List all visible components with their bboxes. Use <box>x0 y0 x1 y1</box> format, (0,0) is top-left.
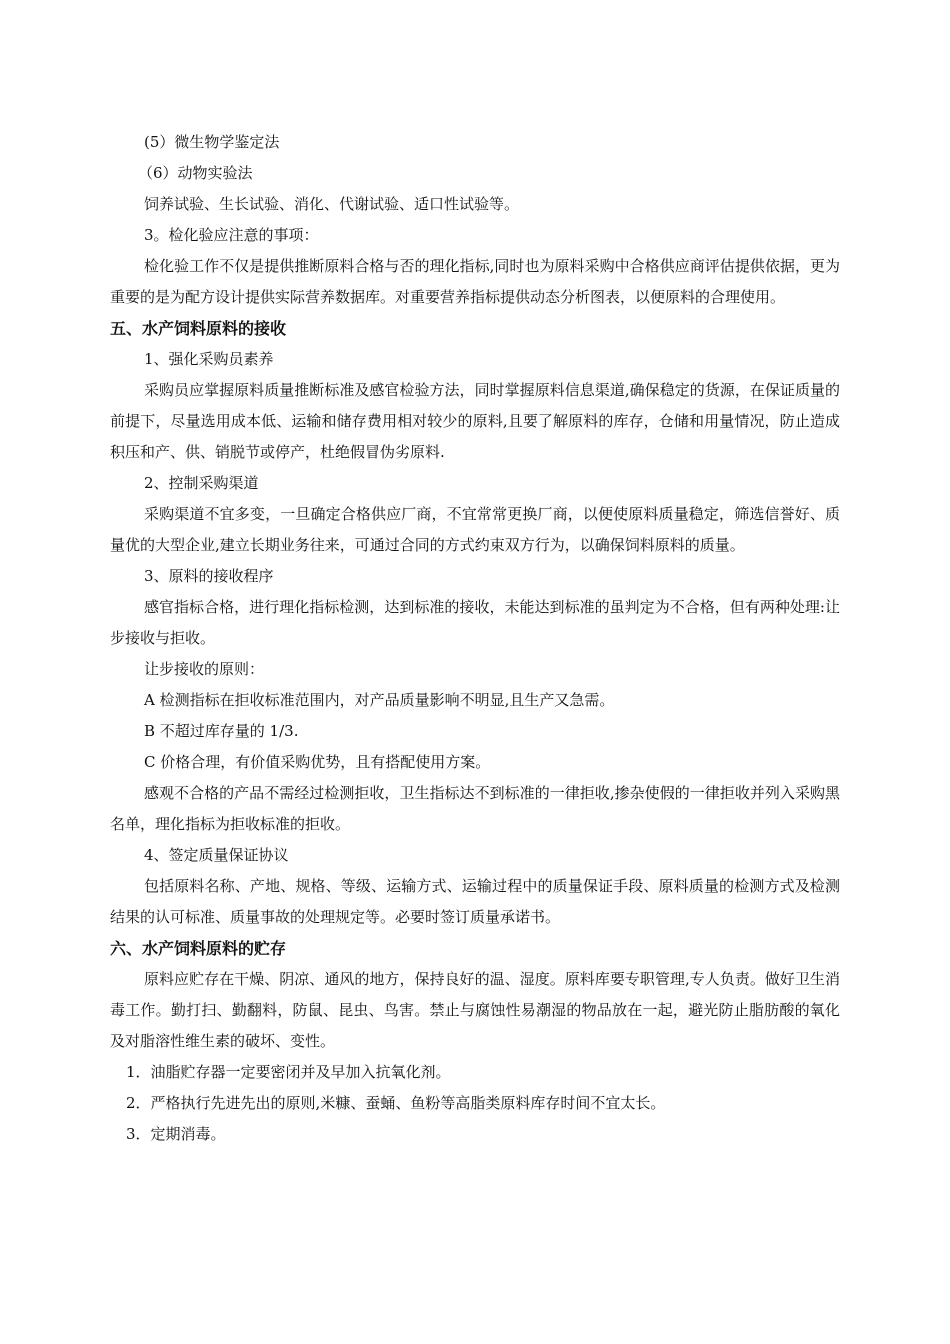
quality-agreement-paragraph: 包括原料名称、产地、规格、等级、运输方式、运输过程中的质量保证手段、原料质量的检测方式及检测结果的认可标准、质量事故的处理规定等。必要时签订质量承诺书。 <box>110 877 840 926</box>
inspection-notes-paragraph: 检化验工作不仅是提供推断原料合格与否的理化指标,同时也为原料采购中合格供应商评估提供依据，更为重要的是为配方设计提供实际营养数据库。对重要营养指标提供动态分析图表，以便原料的合理使用。 <box>110 257 840 306</box>
subsection-buyer-quality: 1、强化采购员素养 <box>144 350 274 368</box>
storage-rule-3: 3．定期消毒。 <box>126 1125 226 1143</box>
subsection-receiving-procedure: 3、原料的接收程序 <box>144 567 274 585</box>
purchase-channel-paragraph: 采购渠道不宜多变，一旦确定合格供应厂商，不宜常常更换厂商，以便使原料质量稳定，筛选信誉好、质量优的大型企业,建立长期业务往来，可通过合同的方式约束双方行为，以确保饲料原料的质量。 <box>110 505 840 554</box>
receiving-procedure-paragraph: 感官指标合格，进行理化指标检测，达到标准的接收，未能达到标准的虽判定为不合格，但有两种处理:让步接收与拒收。 <box>110 598 840 647</box>
concession-principles-heading: 让步接收的原则： <box>144 660 265 678</box>
animal-tests-text: 饲养试验、生长试验、消化、代谢试验、适口性试验等。 <box>144 195 520 213</box>
principle-a: A 检测指标在拒收标准范围内，对产品质量影响不明显,且生产又急需。 <box>144 691 615 709</box>
buyer-quality-paragraph: 采购员应掌握原料质量推断标准及感官检验方法，同时掌握原料信息渠道,确保稳定的货源，在保证质量的前提下，尽量选用成本低、运输和储存费用相对较少的原料,且要了解原料的库存，仓储和用量情况，防止造成积压和产、供、销脱节或停产，杜绝假冒伪劣原料. <box>110 381 840 461</box>
subsection-purchase-channel: 2、控制采购渠道 <box>144 474 259 492</box>
section-five-heading: 五、水产饲料原料的接收 <box>110 319 287 338</box>
item-animal-experiment: （6）动物实验法 <box>138 164 253 182</box>
item-microbiology-method: (5）微生物学鉴定法 <box>144 133 280 151</box>
principle-c: C 价格合理，有价值采购优势，且有搭配使用方案。 <box>144 753 491 771</box>
principle-b: B 不超过库存量的 1/3. <box>144 722 299 740</box>
section-six-heading: 六、水产饲料原料的贮存 <box>110 939 287 958</box>
inspection-notes-heading: 3。检化验应注意的事项： <box>144 226 319 244</box>
document-body <box>110 127 840 1150</box>
storage-paragraph: 原料应贮存在干燥、阴凉、通风的地方，保持良好的温、湿度。原料库要专职管理,专人负责。做好卫生消毒工作。勤打扫、勤翻料，防鼠、昆虫、鸟害。禁止与腐蚀性易潮湿的物品放在一起，避光防止脂肪酸的氧化及对脂溶性维生素的破坏、变性。 <box>110 970 840 1050</box>
storage-rule-2: 2．严格执行先进先出的原则,米糠、蚕蛹、鱼粉等高脂类原料库存时间不宜太长。 <box>126 1094 666 1112</box>
subsection-quality-agreement: 4、签定质量保证协议 <box>144 846 289 864</box>
storage-rule-1: 1．油脂贮存器一定要密闭并及早加入抗氧化剂。 <box>126 1063 451 1081</box>
rejection-paragraph: 感观不合格的产品不需经过检测拒收，卫生指标达不到标准的一律拒收,掺杂使假的一律拒收并列入采购黑名单，理化指标为拒收标准的拒收。 <box>110 784 840 833</box>
